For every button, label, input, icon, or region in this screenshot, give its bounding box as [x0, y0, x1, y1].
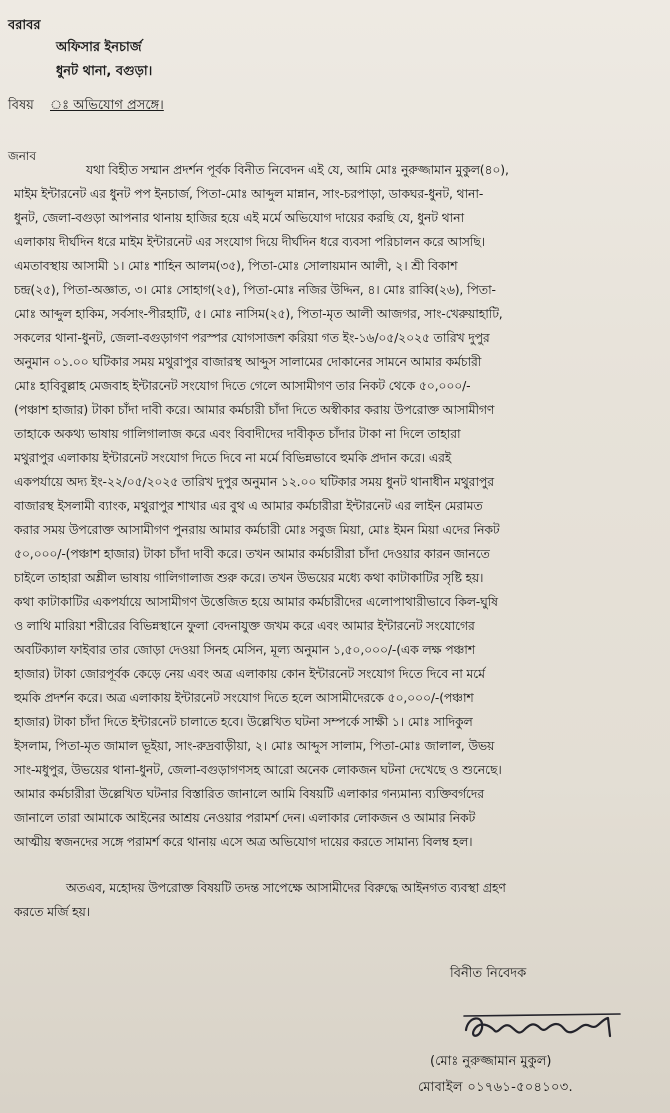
body-line: তাহাকে অকথ্য ভাষায় গালিগালাজ করে এবং বিবাদীদের দাবীকৃত চাঁদার টাকা না দিলে তাহারা — [14, 426, 461, 441]
recipient-title: অফিসার ইনচার্জ — [56, 40, 142, 55]
body-line: অনুমান ০১.০০ ঘটিকার সময় মথুরাপুর বাজারস্থ আব্দুস সালামের দোকানের সামনে আমার কর্মচারী — [14, 354, 482, 369]
body-line: বাজারস্থ ইসলামী ব্যাংক, মথুরাপুর শাখার এর বুথ এ আমার কর্মচারীরা ইন্টারনেট এর লাইন মেরামত — [14, 498, 483, 513]
body-line: করার সময় উপরোক্ত আসামীগণ পুনরায় আমার কর্মচারী মোঃ সবুজ মিয়া, মোঃ ইমন মিয়া এদের নিকট — [14, 522, 500, 537]
body-line: মাইম ইন্টারনেট এর ধুনট পপ ইনচার্জ, পিতা-মোঃ আব্দুল মান্নান, সাং-চরপাড়া, ডাকঘর-ধুনট, থানা- — [14, 186, 484, 201]
body-line: মথুরাপুর এলাকায় ইন্টারনেট সংযোগ দিতে দিবে না মর্মে বিভিন্নভাবে হুমকি প্রদান করে। এরই — [14, 450, 452, 465]
valediction: বিনীত নিবেদক — [450, 966, 527, 981]
body-line: সকলের থানা-ধুনট, জেলা-বগুড়াগণ পরস্পর যোগসাজশ করিয়া গত ইং-১৬/০৫/২০২৫ তারিখ দুপুর — [14, 330, 490, 345]
body-line: অবটিক্যাল ফাইবার তার জোড়া দেওয়া সিনহ মেসিন, মূল্য অনুমান ১,৫০,০০০/-(এক লক্ষ পঞ্চাশ — [14, 642, 475, 657]
subject-label: বিষয় — [8, 98, 34, 113]
body-line: হাজার) টাকা চাঁদা দিতে ইন্টারনেট চালাতে হবে। উল্লেখিত ঘটনা সম্পর্কে সাক্ষী ১। মোঃ সাদিকুল — [14, 714, 473, 729]
body-line: এলাকায় দীর্ঘদিন ধরে মাইম ইন্টারনেট এর সংযোগ দিয়ে দীর্ঘদিন ধরে ব্যবসা পরিচালন করে আসছি। — [14, 234, 485, 249]
body-line: মোঃ আব্দুল হাকিম, সর্বসাং-পীরহাটি, ৫। মোঃ নাসিম(২৫), পিতা-মৃত আলী আজগর, সাং-খেরুয়াহাটি, — [14, 306, 503, 321]
body-line: হাজার) টাকা জোরপূর্বক কেড়ে নেয় এবং অত্র এলাকায় কোন ইন্টারনেট সংযোগ দিতে দিবে না মর্মে — [14, 666, 485, 681]
signature-image — [460, 1008, 630, 1050]
conclusion-line: অতএব, মহোদয় উপরোক্ত বিষয়টি তদন্ত সাপেক্ষে আসামীদের বিরুদ্ধে আইনগত ব্যবস্থা গ্রহণ — [66, 880, 506, 895]
body-line: ধুনট, জেলা-বগুড়া আপনার থানায় হাজির হয়ে এই মর্মে অভিযোগ দায়ের করছি যে, ধুনট থানা — [14, 210, 464, 225]
subject-text: ঃ অভিযোগ প্রসঙ্গে। — [50, 98, 164, 113]
body-line: মোঃ হাবিবুল্লাহ মেজবাহ ইন্টারনেট সংযোগ দিতে গেলে আসামীগণ তার নিকট থেকে ৫০,০০০/- — [14, 378, 471, 393]
signer-mobile: মোবাইল ০১৭৬১-৫০৪১০৩. — [418, 1080, 573, 1095]
conclusion-line: করতে মর্জি হয়। — [14, 904, 90, 919]
body-line: হুমকি প্রদর্শন করে। অত্র এলাকায় ইন্টারনেট সংযোগ দিতে হলে আসামীদেরকে ৫০,০০০/-(পঞ্চাশ — [14, 690, 474, 705]
signer-name: (মোঃ নুরুজ্জামান মুকুল) — [430, 1054, 552, 1069]
body-line: ৫০,০০০/-(পঞ্চাশ হাজার) টাকা চাঁদা দাবী করে। তখন আমার কর্মচারীরা চাঁদা দেওয়ার কারন জানতে — [14, 546, 490, 561]
body-line: চাইলে তাহারা অশ্লীল ভাষায় গালিগালাজ শুরু করে। তখন উভয়ের মধ্যে কথা কাটাকাটির সৃষ্টি হয়। — [14, 570, 484, 585]
body-line: যথা বিহীত সম্মান প্রদর্শন পূর্বক বিনীত নিবেদন এই যে, আমি মোঃ নুরুজ্জামান মুকুল(৪০), — [86, 162, 509, 177]
body-line: একপর্যায়ে অদ্য ইং-২২/০৫/২০২৫ তারিখ দুপুর অনুমান ১২.০০ ঘটিকার সময় ধুনট থানাধীন মথুরাপুর — [14, 474, 494, 489]
body-line: (পঞ্চাশ হাজার) টাকা চাঁদা দাবী করে। আমার কর্মচারী চাঁদা দিতে অস্বীকার করায় উপরোক্ত আসামীগণ — [14, 402, 495, 417]
body-line: সাং-মধুপুর, উভয়ের থানা-ধুনট, জেলা-বগুড়াগণসহ আরো অনেক লোকজন ঘটনা দেখেছে ও শুনেছে। — [14, 762, 502, 777]
body-line: এমতাবস্থায় আসামী ১। মোঃ শাহিন আলম(৩৫), পিতা-মোঃ সোলায়মান আলী, ২। শ্রী বিকাশ — [14, 258, 458, 273]
body-line: আমার কর্মচারীরা উল্লেখিত ঘটনার বিস্তারিত জানালে আমি বিষয়টি এলাকার গন্যমান্য ব্যক্তিবর্গদের — [14, 786, 484, 801]
body-line: চন্দ্র(২৫), পিতা-অজ্ঞাত, ৩। মোঃ সোহাগ(২৫), পিতা-মোঃ নজির উদ্দিন, ৪। মোঃ রাব্বি(২৬), পিতা- — [14, 282, 496, 297]
recipient-to: বরাবর — [8, 18, 41, 33]
body-line: আত্মীয় স্বজনদের সঙ্গে পরামর্শ করে থানায় এসে অত্র অভিযোগ দায়ের করতে সামান্য বিলম্ব হল। — [14, 834, 473, 849]
body-line: ইসলাম, পিতা-মৃত জামাল ভূইয়া, সাং-রুদ্রবাড়ীয়া, ২। মোঃ আব্দুস সালাম, পিতা-মোঃ জালাল, উভয় — [14, 738, 495, 753]
salutation: জনাব — [8, 149, 37, 163]
body-line: কথা কাটাকাটির একপর্যায়ে আসামীগণ উত্তেজিত হয়ে আমার কর্মচারীদের এলোপাথারীভাবে কিল-ঘুষি — [14, 594, 498, 609]
body-line: জানালে তারা আমাকে আইনের আশ্রয় নেওয়ার পরামর্শ দেন। এলাকার লোকজন ও আমার নিকট — [14, 810, 476, 825]
body-line: ও লাথি মারিয়া শরীরের বিভিন্নস্থানে ফুলা বেদনাযুক্ত জখম করে এবং আমার ইন্টারনেট সংযোগের — [14, 618, 475, 633]
recipient-station: ধুনট থানা, বগুড়া। — [56, 64, 153, 79]
